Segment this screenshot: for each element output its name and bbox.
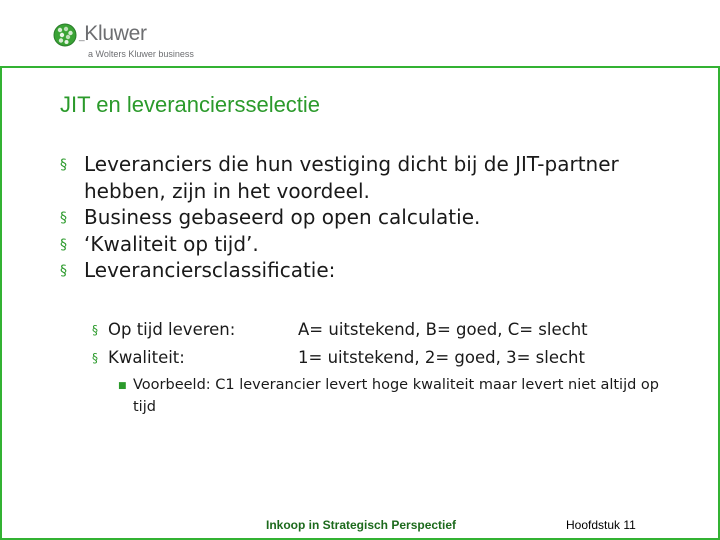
bullet-item bbox=[60, 231, 700, 258]
classification-list bbox=[92, 316, 692, 372]
footer-chapter: Hoofdstuk 11 bbox=[566, 518, 636, 532]
sub-bullet-value: A= uitstekend, B= goed, C= slecht bbox=[298, 320, 588, 339]
example-item bbox=[118, 374, 678, 418]
example-text: Voorbeeld: C1 leverancier levert hoge kwaliteit maar levert niet altijd op tijd bbox=[133, 377, 659, 415]
bullet-item bbox=[60, 151, 700, 204]
square-bullet-icon: ■ bbox=[118, 381, 127, 391]
slide-frame bbox=[0, 66, 720, 540]
sub-bullet-item bbox=[92, 344, 692, 372]
footer-book-title: Inkoop in Strategisch Perspectief bbox=[266, 518, 457, 532]
bullet-text: ‘Kwaliteit op tijd’. bbox=[84, 231, 259, 256]
logo-wordmark: _Kluwer bbox=[79, 22, 147, 45]
bullet-icon: § bbox=[92, 323, 98, 337]
main-bullet-list bbox=[60, 151, 700, 284]
bullet-text: Business gebaseerd op open calculatie. bbox=[84, 205, 481, 229]
bullet-icon: § bbox=[60, 157, 67, 173]
globe-logo-icon bbox=[53, 23, 77, 47]
bullet-text: Leveranciersclassificatie: bbox=[84, 258, 336, 282]
sub-bullet-item bbox=[92, 316, 692, 344]
bullet-item bbox=[60, 257, 700, 284]
bullet-icon: § bbox=[92, 351, 98, 365]
bullet-text: Leveranciers die hun vestiging dicht bij de JIT-partner hebben, zijn in het voordeel. bbox=[84, 152, 619, 203]
bullet-icon: § bbox=[60, 210, 67, 226]
bullet-item bbox=[60, 204, 700, 231]
sub-bullet-label: Op tijd leveren: bbox=[108, 320, 236, 339]
bullet-icon: § bbox=[60, 263, 67, 279]
bullet-icon: § bbox=[60, 236, 67, 253]
logo-tagline: a Wolters Kluwer business bbox=[88, 49, 194, 59]
kluwer-logo bbox=[50, 18, 220, 64]
sub-bullet-label: Kwaliteit: bbox=[108, 348, 185, 367]
sub-bullet-value: 1= uitstekend, 2= goed, 3= slecht bbox=[298, 348, 585, 367]
slide-title: JIT en leveranciersselectie bbox=[60, 92, 321, 117]
example-list bbox=[118, 374, 678, 418]
